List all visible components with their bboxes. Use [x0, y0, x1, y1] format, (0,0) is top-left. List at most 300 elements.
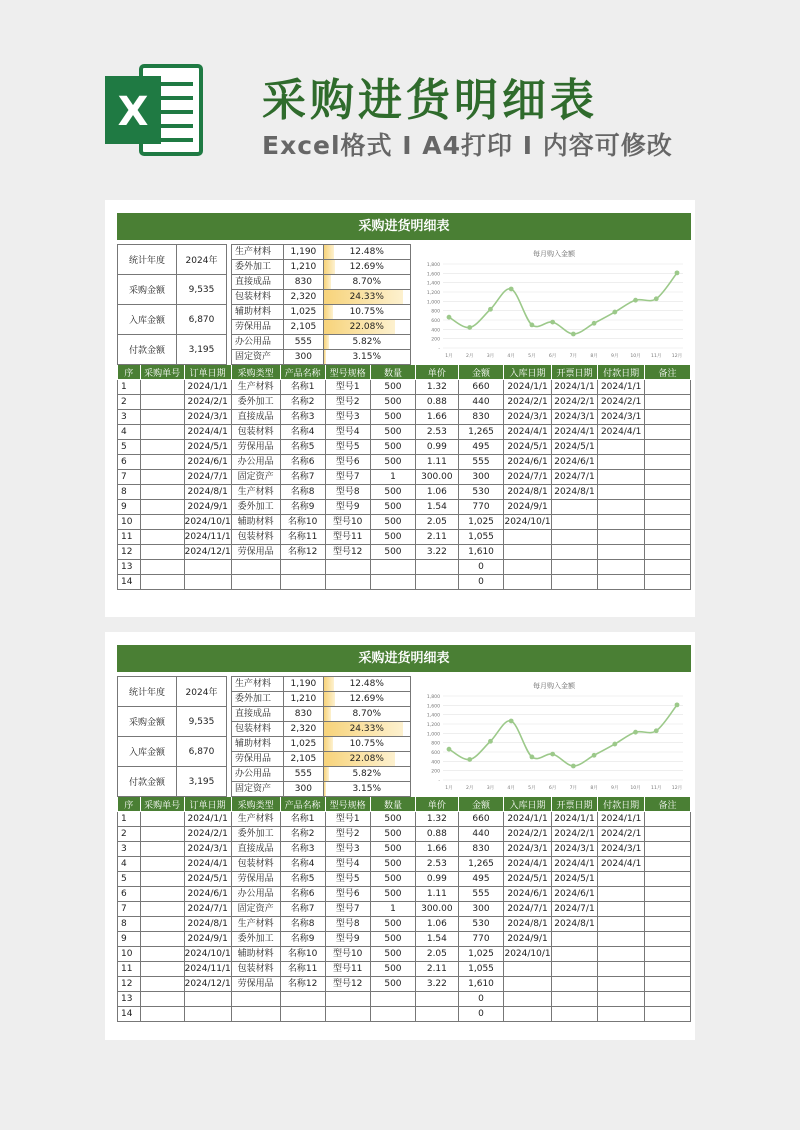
percent-bar: [324, 335, 329, 349]
table-row: [118, 410, 691, 425]
table-cell: 名称3: [280, 410, 325, 425]
table-cell: 型号3: [325, 410, 370, 425]
table-cell: [140, 887, 184, 902]
table-cell: 3: [118, 842, 141, 857]
table-cell: [280, 1007, 325, 1022]
table-cell: 2024/4/1: [504, 425, 551, 440]
material-row: [232, 722, 411, 737]
table-cell: 型号10: [325, 947, 370, 962]
table-cell: 495: [458, 440, 504, 455]
table-cell: 生产材料: [231, 485, 280, 500]
table-cell: 1.66: [416, 842, 458, 857]
chart-x-tick: 10月: [630, 786, 641, 791]
table-cell: [140, 932, 184, 947]
table-cell: 型号8: [325, 917, 370, 932]
table-cell: 660: [458, 812, 504, 827]
table-cell: 10: [118, 947, 141, 962]
table-cell: [325, 1007, 370, 1022]
summary-table: [117, 676, 227, 797]
material-amount: 1,025: [284, 305, 323, 320]
table-cell: 型号6: [325, 887, 370, 902]
chart-x-tick: 11月: [651, 354, 662, 359]
table-cell: [598, 902, 645, 917]
material-percent-cell: [323, 677, 411, 692]
table-cell: 办公用品: [231, 455, 280, 470]
table-cell: 1,055: [458, 530, 504, 545]
table-cell: 名称2: [280, 827, 325, 842]
summary-table: [117, 244, 227, 365]
table-cell: [645, 1007, 691, 1022]
table-cell: 委外加工: [231, 500, 280, 515]
material-name: 劳保用品: [232, 752, 284, 767]
table-cell: [140, 812, 184, 827]
table-cell: 2024/1/1: [504, 812, 551, 827]
table-cell: 770: [458, 500, 504, 515]
table-cell: [598, 485, 645, 500]
sheet-page-2: [105, 632, 695, 1040]
table-cell: 2024/11/1: [184, 962, 231, 977]
chart-x-tick: 8月: [590, 354, 598, 359]
table-cell: 2024/3/1: [504, 842, 551, 857]
chart-x-tick: 11月: [651, 786, 662, 791]
table-cell: [370, 992, 415, 1007]
table-cell: 1.06: [416, 485, 458, 500]
material-name: 直接成品: [232, 707, 284, 722]
table-cell: 直接成品: [231, 410, 280, 425]
summary-value: 2024年: [177, 677, 227, 707]
chart-y-tick: 1,800: [426, 695, 440, 700]
table-cell: 14: [118, 575, 141, 590]
table-row: [118, 857, 691, 872]
table-cell: [645, 575, 691, 590]
table-cell: 3.22: [416, 545, 458, 560]
summary-row: [118, 305, 227, 335]
material-percent: 12.69%: [349, 693, 384, 704]
table-cell: [140, 902, 184, 917]
material-row: [232, 245, 411, 260]
table-cell: 2024/8/1: [184, 485, 231, 500]
table-cell: 包装材料: [231, 425, 280, 440]
material-name: 包装材料: [232, 290, 284, 305]
table-cell: 委外加工: [231, 395, 280, 410]
material-name: 直接成品: [232, 275, 284, 290]
table-cell: 0: [458, 992, 504, 1007]
material-percent: 24.33%: [349, 291, 384, 302]
material-percent-cell: [323, 737, 411, 752]
table-cell: [598, 977, 645, 992]
table-cell: 型号9: [325, 500, 370, 515]
table-cell: 型号7: [325, 902, 370, 917]
table-cell: [645, 455, 691, 470]
table-cell: [551, 575, 598, 590]
table-cell: [551, 947, 598, 962]
table-row: [118, 395, 691, 410]
table-cell: [416, 1007, 458, 1022]
table-cell: 2024/10/1: [184, 947, 231, 962]
table-cell: 2024/1/1: [551, 812, 598, 827]
material-percent-cell: [323, 782, 411, 797]
table-cell: [416, 560, 458, 575]
table-cell: 1.11: [416, 455, 458, 470]
table-cell: 12: [118, 977, 141, 992]
summary-value: 9,535: [177, 707, 227, 737]
table-cell: [140, 977, 184, 992]
table-cell: 2024/3/1: [504, 410, 551, 425]
table-cell: [140, 530, 184, 545]
summary-row: [118, 245, 227, 275]
table-cell: 型号12: [325, 545, 370, 560]
material-name: 辅助材料: [232, 737, 284, 752]
table-cell: 名称6: [280, 887, 325, 902]
material-name: 生产材料: [232, 245, 284, 260]
material-amount: 1,190: [284, 245, 323, 260]
summary-label: 付款金额: [118, 767, 177, 797]
table-cell: [551, 992, 598, 1007]
chart-y-tick: 1,000: [426, 732, 440, 738]
material-row: [232, 767, 411, 782]
percent-bar: [324, 692, 335, 706]
table-cell: 500: [370, 395, 415, 410]
summary-label: 付款金额: [118, 335, 177, 365]
table-cell: 固定资产: [231, 902, 280, 917]
table-cell: [645, 887, 691, 902]
table-cell: 型号11: [325, 962, 370, 977]
table-cell: 12: [118, 545, 141, 560]
table-cell: 530: [458, 917, 504, 932]
chart-y-tick: -: [438, 779, 440, 784]
table-cell: 2024/6/1: [504, 887, 551, 902]
chart-point: [447, 747, 452, 752]
chart-series-line: [449, 273, 677, 334]
table-cell: 500: [370, 857, 415, 872]
table-cell: 2024/2/1: [551, 395, 598, 410]
table-cell: [280, 560, 325, 575]
detail-header-row: [118, 797, 691, 812]
percent-bar: [324, 305, 334, 319]
table-cell: 500: [370, 932, 415, 947]
table-cell: 1: [370, 902, 415, 917]
table-row: [118, 380, 691, 395]
column-header: 单价: [416, 365, 458, 380]
material-percent-cell: [323, 692, 411, 707]
table-cell: 13: [118, 992, 141, 1007]
table-cell: 2.05: [416, 515, 458, 530]
table-cell: 11: [118, 530, 141, 545]
table-cell: 500: [370, 977, 415, 992]
table-row: [118, 887, 691, 902]
table-cell: 2: [118, 395, 141, 410]
table-cell: 2024/9/1: [504, 500, 551, 515]
table-row: [118, 530, 691, 545]
material-percent-cell: [323, 320, 411, 335]
chart-x-tick: 9月: [611, 354, 619, 359]
table-cell: [140, 380, 184, 395]
table-cell: [551, 560, 598, 575]
table-cell: 型号5: [325, 872, 370, 887]
table-cell: [598, 1007, 645, 1022]
chart-point: [592, 321, 597, 326]
table-cell: 2024/4/1: [551, 857, 598, 872]
material-percent-cell: [323, 707, 411, 722]
table-cell: 1: [370, 470, 415, 485]
table-cell: 包装材料: [231, 962, 280, 977]
column-header: 序: [118, 365, 141, 380]
chart-y-tick: 1,400: [426, 281, 440, 287]
percent-bar: [324, 677, 334, 691]
table-cell: 生产材料: [231, 917, 280, 932]
material-percent: 22.08%: [349, 753, 384, 764]
table-cell: 530: [458, 485, 504, 500]
table-cell: 440: [458, 827, 504, 842]
table-cell: 2024/5/1: [504, 872, 551, 887]
chart-x-tick: 6月: [548, 354, 557, 359]
table-cell: 2.11: [416, 530, 458, 545]
column-header: 开票日期: [551, 797, 598, 812]
table-cell: [140, 470, 184, 485]
table-cell: 300: [458, 470, 504, 485]
table-cell: 办公用品: [231, 887, 280, 902]
table-cell: 3.22: [416, 977, 458, 992]
table-cell: 2024/6/1: [551, 455, 598, 470]
table-cell: 1.11: [416, 887, 458, 902]
percent-bar: [324, 707, 332, 721]
chart-point: [592, 753, 597, 758]
material-percent: 12.48%: [349, 246, 384, 257]
summary-row: [118, 737, 227, 767]
percent-bar: [324, 275, 332, 289]
table-cell: 300.00: [416, 470, 458, 485]
material-percent-cell: [323, 305, 411, 320]
material-amount: 555: [284, 335, 323, 350]
table-cell: 830: [458, 410, 504, 425]
table-cell: 名称6: [280, 455, 325, 470]
table-cell: 2.53: [416, 425, 458, 440]
table-cell: 1: [118, 380, 141, 395]
table-cell: 1.66: [416, 410, 458, 425]
table-cell: 300: [458, 902, 504, 917]
table-cell: [645, 917, 691, 932]
table-row: [118, 977, 691, 992]
material-amount: 2,105: [284, 752, 323, 767]
table-cell: [645, 410, 691, 425]
table-cell: [551, 515, 598, 530]
table-row: [118, 827, 691, 842]
table-cell: 固定资产: [231, 470, 280, 485]
table-cell: 生产材料: [231, 812, 280, 827]
table-cell: 型号7: [325, 470, 370, 485]
page-title: 采购进货明细表: [262, 75, 598, 126]
material-percent: 22.08%: [349, 321, 384, 332]
table-cell: 型号2: [325, 827, 370, 842]
summary-label: 采购金额: [118, 707, 177, 737]
table-cell: 2024/3/1: [184, 842, 231, 857]
table-cell: [140, 485, 184, 500]
table-cell: 型号3: [325, 842, 370, 857]
table-cell: 8: [118, 917, 141, 932]
table-cell: 500: [370, 380, 415, 395]
material-amount: 300: [284, 350, 323, 365]
table-cell: [140, 992, 184, 1007]
table-row: [118, 872, 691, 887]
table-cell: [370, 575, 415, 590]
table-cell: 2024/5/1: [184, 440, 231, 455]
table-cell: 2024/4/1: [184, 857, 231, 872]
column-header: 金额: [458, 365, 504, 380]
table-cell: 2024/5/1: [551, 440, 598, 455]
table-cell: 直接成品: [231, 842, 280, 857]
table-row: [118, 560, 691, 575]
table-cell: [504, 992, 551, 1007]
table-cell: 2024/6/1: [504, 455, 551, 470]
monthly-chart: [417, 676, 691, 794]
table-row: [118, 812, 691, 827]
summary-section: [117, 240, 691, 364]
material-name: 委外加工: [232, 260, 284, 275]
chart-point: [571, 764, 576, 769]
table-cell: 型号1: [325, 380, 370, 395]
table-cell: 型号10: [325, 515, 370, 530]
table-cell: [504, 530, 551, 545]
table-cell: 4: [118, 857, 141, 872]
material-row: [232, 275, 411, 290]
table-cell: [645, 470, 691, 485]
chart-y-tick: 1,000: [426, 300, 440, 306]
table-cell: 委外加工: [231, 827, 280, 842]
material-row: [232, 782, 411, 797]
table-cell: [645, 947, 691, 962]
table-cell: 型号5: [325, 440, 370, 455]
table-cell: 1,025: [458, 515, 504, 530]
table-cell: 生产材料: [231, 380, 280, 395]
summary-label: 采购金额: [118, 275, 177, 305]
material-row: [232, 707, 411, 722]
material-percent: 10.75%: [349, 738, 384, 749]
chart-point: [509, 287, 514, 292]
chart-y-tick: 600: [431, 319, 440, 324]
table-cell: [598, 455, 645, 470]
table-cell: [598, 947, 645, 962]
material-percent-cell: [323, 335, 411, 350]
table-cell: 劳保用品: [231, 872, 280, 887]
material-percent-cell: [323, 245, 411, 260]
percent-bar: [324, 260, 335, 274]
table-cell: 1.54: [416, 932, 458, 947]
table-cell: 名称2: [280, 395, 325, 410]
table-cell: 500: [370, 500, 415, 515]
table-cell: 8: [118, 485, 141, 500]
table-cell: 500: [370, 842, 415, 857]
table-cell: 辅助材料: [231, 515, 280, 530]
table-cell: [140, 962, 184, 977]
material-percent: 24.33%: [349, 723, 384, 734]
table-cell: [598, 917, 645, 932]
column-header: 采购单号: [140, 365, 184, 380]
material-name: 包装材料: [232, 722, 284, 737]
column-header: 入库日期: [504, 365, 551, 380]
table-cell: [551, 962, 598, 977]
chart-y-tick: 1,800: [426, 263, 440, 268]
table-cell: 劳保用品: [231, 545, 280, 560]
table-cell: 4: [118, 425, 141, 440]
summary-section: [117, 672, 691, 796]
material-amount: 555: [284, 767, 323, 782]
table-row: [118, 1007, 691, 1022]
table-cell: 2024/5/1: [551, 872, 598, 887]
table-cell: 1,025: [458, 947, 504, 962]
chart-point: [571, 332, 576, 337]
table-cell: 2024/3/1: [551, 410, 598, 425]
column-header: 采购类型: [231, 797, 280, 812]
table-cell: [325, 575, 370, 590]
table-row: [118, 440, 691, 455]
table-cell: 2024/5/1: [504, 440, 551, 455]
material-amount: 2,105: [284, 320, 323, 335]
chart-y-tick: 1,600: [426, 272, 440, 278]
column-header: 付款日期: [598, 797, 645, 812]
chart-x-tick: 12月: [671, 354, 683, 359]
table-cell: [598, 470, 645, 485]
table-cell: 2024/1/1: [504, 380, 551, 395]
table-cell: 名称8: [280, 917, 325, 932]
table-cell: [140, 827, 184, 842]
table-cell: 名称3: [280, 842, 325, 857]
material-name: 办公用品: [232, 767, 284, 782]
chart-point: [612, 742, 617, 747]
percent-bar: [324, 737, 334, 751]
material-percent: 5.82%: [352, 336, 382, 347]
material-amount: 1,210: [284, 260, 323, 275]
detail-header-row: [118, 365, 691, 380]
chart-title: 每月购入金额: [533, 250, 575, 258]
table-cell: [645, 545, 691, 560]
table-cell: 2024/1/1: [598, 812, 645, 827]
material-percent-cell: [323, 275, 411, 290]
chart-y-tick: 400: [431, 328, 440, 334]
table-row: [118, 932, 691, 947]
table-cell: [598, 545, 645, 560]
material-percent: 3.15%: [352, 351, 382, 362]
material-amount: 2,320: [284, 290, 323, 305]
table-cell: 2024/12/1: [184, 545, 231, 560]
table-cell: 2024/6/1: [184, 887, 231, 902]
monthly-chart: [417, 244, 691, 362]
table-cell: [140, 947, 184, 962]
chart-y-tick: 400: [431, 760, 440, 766]
chart-y-tick: 200: [431, 769, 440, 775]
table-cell: [551, 545, 598, 560]
table-cell: [645, 932, 691, 947]
chart-x-tick: 7月: [569, 354, 578, 359]
chart-point: [550, 320, 555, 325]
table-cell: [140, 410, 184, 425]
table-cell: 2024/7/1: [184, 470, 231, 485]
table-cell: [645, 827, 691, 842]
material-amount: 300: [284, 782, 323, 797]
column-header: 订单日期: [184, 797, 231, 812]
table-cell: [370, 1007, 415, 1022]
table-cell: 型号2: [325, 395, 370, 410]
chart-point: [467, 325, 472, 330]
material-percent-cell: [323, 767, 411, 782]
material-row: [232, 290, 411, 305]
chart-x-tick: 1月: [445, 354, 453, 359]
table-cell: 2024/7/1: [504, 902, 551, 917]
table-row: [118, 485, 691, 500]
table-cell: [140, 1007, 184, 1022]
table-cell: [140, 440, 184, 455]
table-cell: 2024/8/1: [551, 917, 598, 932]
table-cell: 2024/7/1: [551, 902, 598, 917]
